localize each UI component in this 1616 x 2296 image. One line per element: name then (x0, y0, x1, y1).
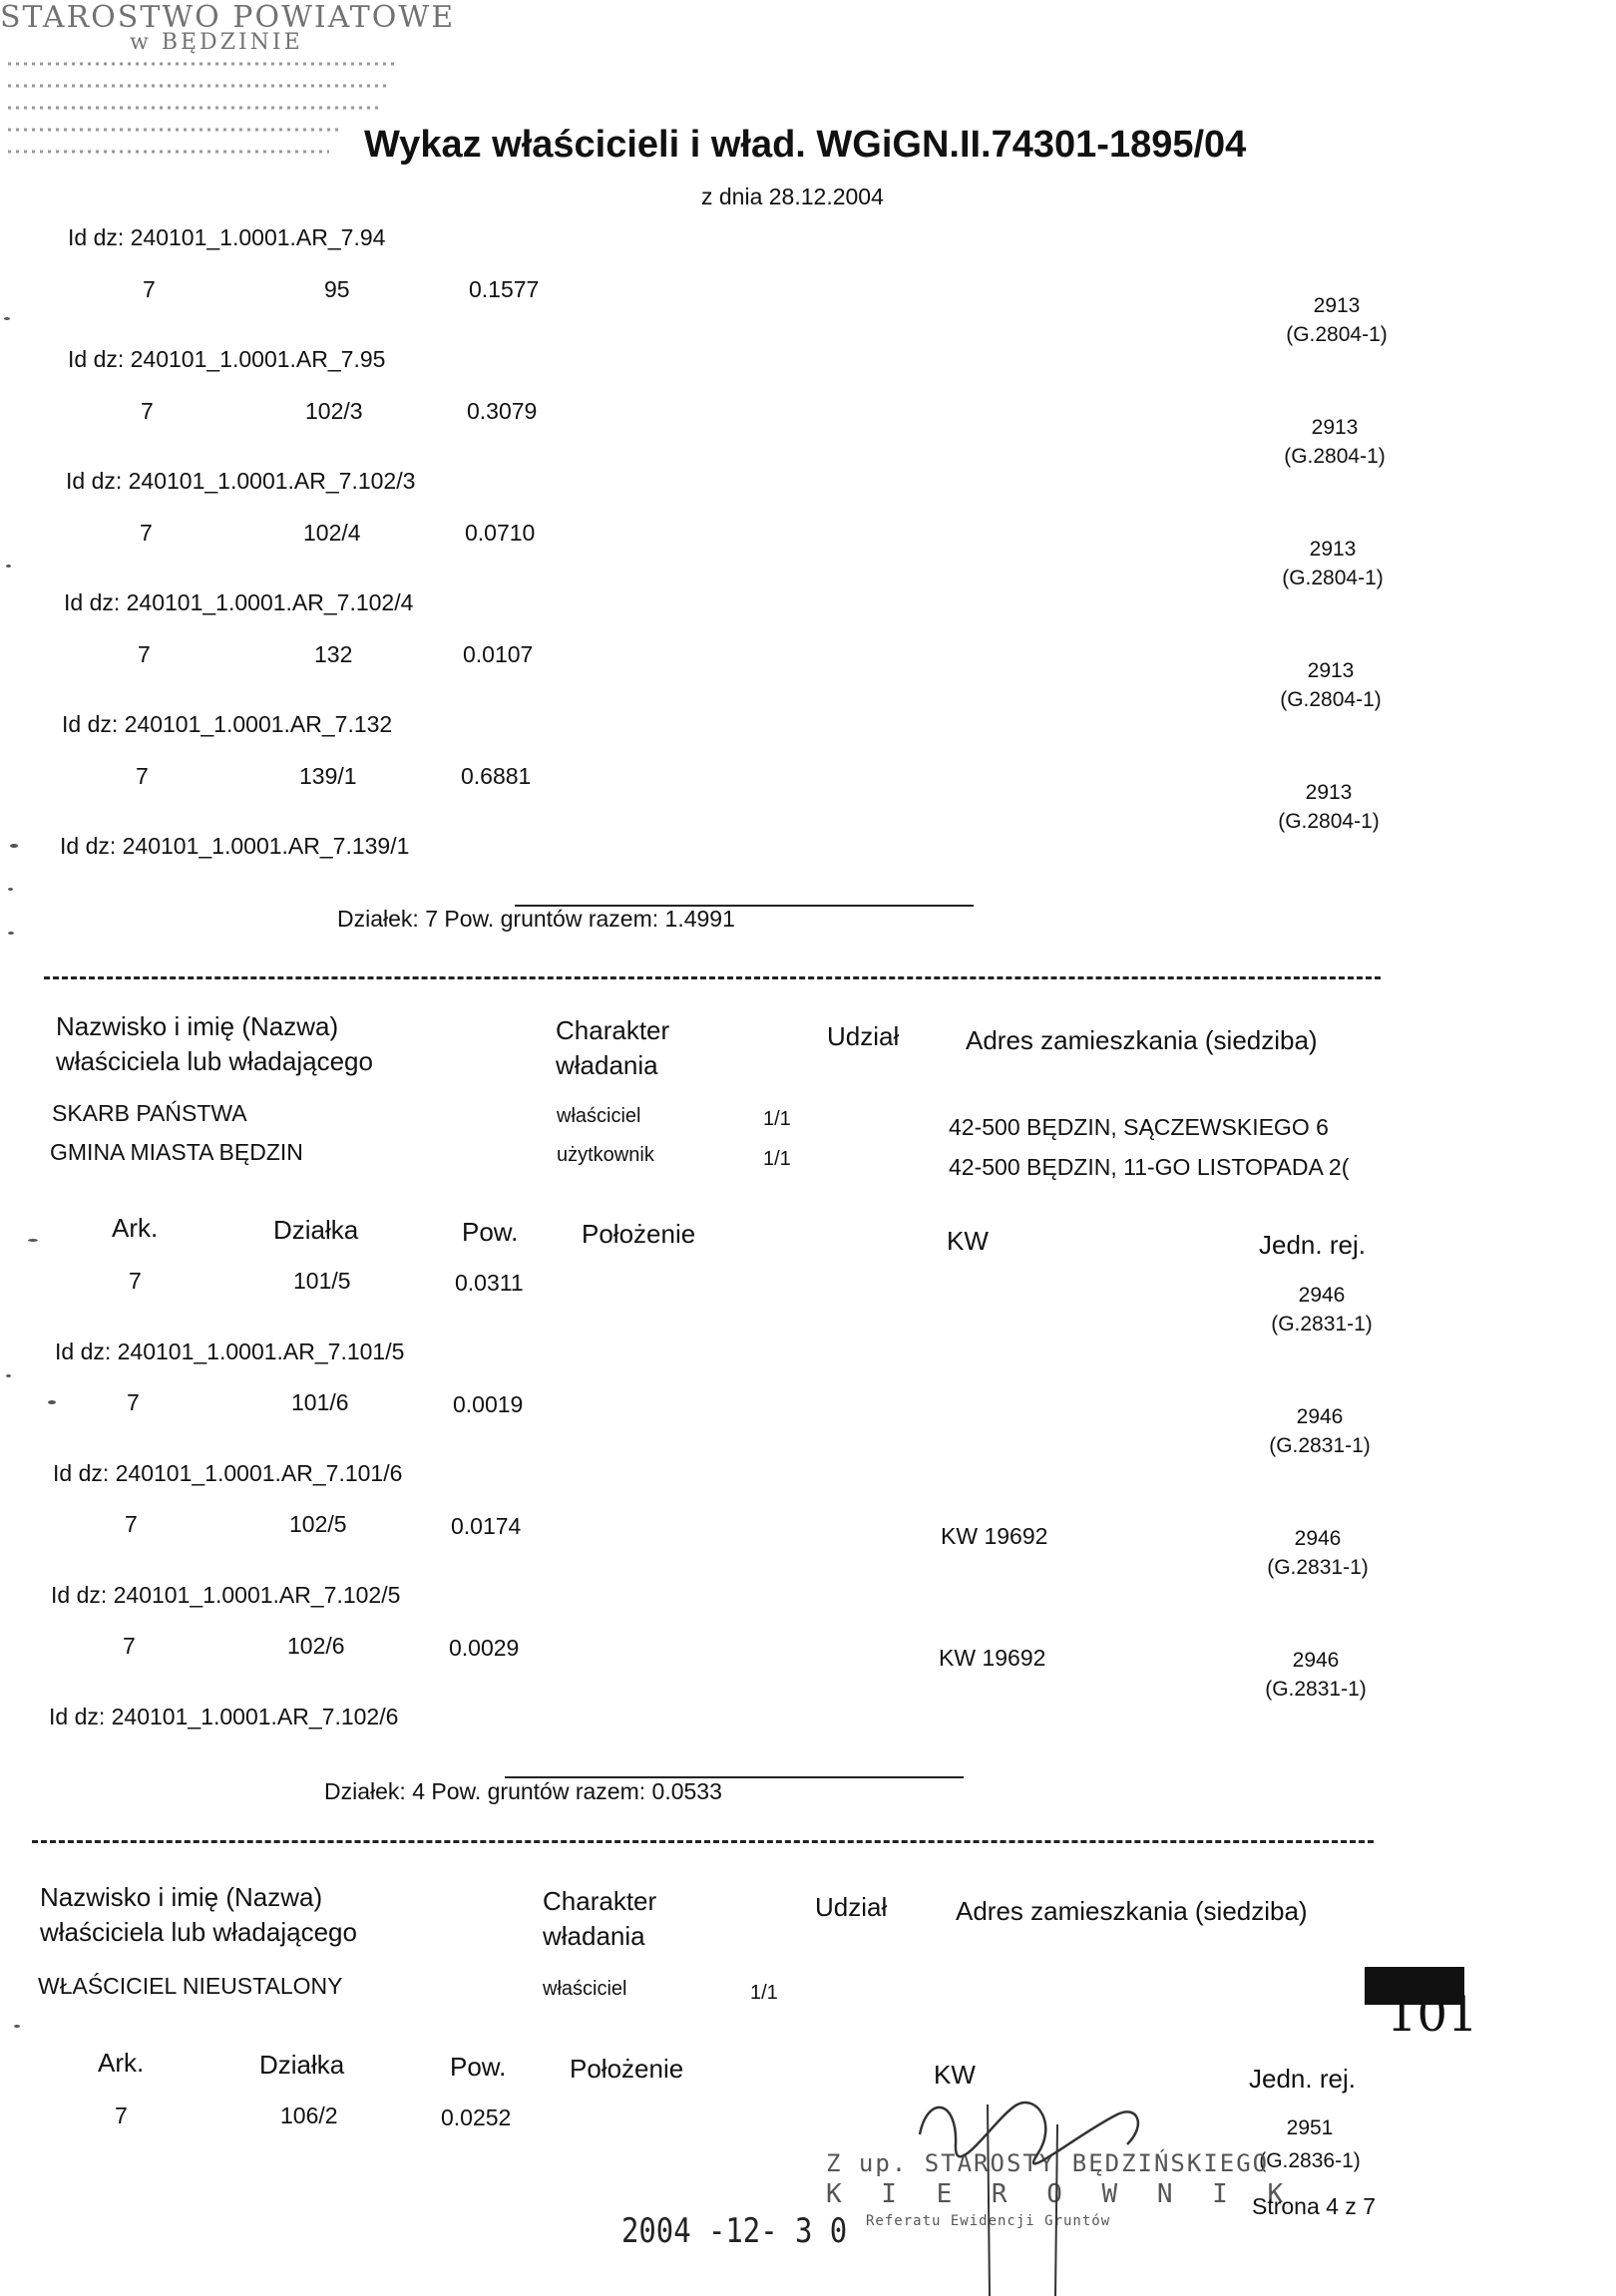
col-jedn-header: Jedn. rej. (1249, 2064, 1356, 2094)
col-jedn-header: Jedn. rej. (1259, 1230, 1366, 1260)
parcel-ark: 7 (115, 2103, 128, 2128)
col-kw-header: KW (947, 1226, 989, 1256)
scan-noise (8, 932, 14, 935)
office-stamp-line2: w BĘDZINIE (130, 30, 303, 55)
parcel-jedn-number: 2946 (1298, 1284, 1346, 1307)
page-footer: Strona 4 z 7 (1252, 2193, 1377, 2219)
parcel-jedn-number: 2946 (1292, 1649, 1340, 1672)
parcel-pow: 0.0107 (463, 641, 534, 667)
parcel-last-id: Id dz: 240101_1.0001.AR_7.139/1 (60, 833, 410, 859)
parcel-pow: 0.0019 (453, 1391, 524, 1417)
parcel-kw: KW 19692 (939, 1645, 1046, 1671)
parcel-kw: KW 19692 (941, 1523, 1048, 1549)
parcel-dzialka: 102/3 (305, 398, 363, 424)
page-title: Wykaz właścicieli i wład. WGiGN.II.74301-1895/04 (364, 124, 1247, 166)
scan-noise (14, 2025, 20, 2028)
col-ark-header: Ark. (98, 2048, 145, 2078)
scan-noise (8, 888, 13, 891)
parcel-dzialka: 101/6 (291, 1389, 349, 1415)
parcel-pow: 0.0710 (465, 520, 536, 546)
parcel-jedn (1235, 1402, 1405, 1460)
parcel-pow: 0.0174 (451, 1513, 522, 1539)
parcel-ark: 7 (136, 763, 149, 789)
parcel-ark: 7 (138, 641, 151, 667)
kierownik-stamp-line2: K I E R O W N I K (826, 2179, 1296, 2209)
parcel-prev-id: Id dz: 240101_1.0001.AR_7.132 (62, 711, 393, 737)
scan-noise (6, 1374, 11, 1377)
parcel-ark: 7 (127, 1389, 140, 1415)
owner-name: SKARB PAŃSTWA (52, 1100, 247, 1126)
parcel-pow: 0.0029 (449, 1635, 520, 1661)
owner-charakter: użytkownik (557, 1144, 654, 1166)
parcel-jedn (1252, 291, 1421, 349)
parcel-dzialka: 106/2 (280, 2103, 338, 2128)
parcel-jedn-number: 2913 (1311, 416, 1359, 439)
parcel-pow: 0.0252 (441, 2105, 512, 2130)
section-separator (44, 976, 1381, 979)
owner-udzial: 1/1 (763, 1148, 791, 1170)
section-summary: Działek: 7 Pow. gruntów razem: 1.4991 (337, 906, 735, 932)
parcel-jedn-group: (G.2804-1) (1284, 445, 1386, 468)
owner-charakter-header (543, 1884, 656, 1954)
owner-name-header-line1: Nazwisko i imię (Nazwa) (56, 1011, 339, 1041)
parcel-dzialka: 102/4 (303, 520, 361, 546)
parcel-jedn-number: 2946 (1294, 1527, 1342, 1550)
parcel-jedn-group: (G.2831-1) (1271, 1313, 1373, 1336)
parcel-id: Id dz: 240101_1.0001.AR_7.102/6 (49, 1704, 399, 1729)
section-summary: Działek: 4 Pow. gruntów razem: 0.0533 (324, 1778, 722, 1804)
parcel-id: Id dz: 240101_1.0001.AR_7.102/5 (51, 1582, 401, 1608)
col-pow-header: Pow. (450, 2052, 507, 2082)
kierownik-stamp-line3: Referatu Ewidencji Gruntów (866, 2213, 1111, 2229)
owner-address-header: Adres zamieszkania (siedziba) (956, 1896, 1308, 1926)
col-ark-header: Ark. (112, 1213, 159, 1243)
owner-charakter-header-line2: władania (543, 1921, 645, 1951)
owner-charakter-header-line1: Charakter (543, 1886, 657, 1916)
page-stamp-number: 101 (1387, 1987, 1478, 2043)
col-dzialka-header: Działka (273, 1215, 359, 1245)
col-pow-header: Pow. (462, 1217, 519, 1247)
parcel-jedn-number: 2913 (1313, 294, 1361, 317)
scan-noise (4, 317, 10, 320)
parcel-pow: 0.6881 (461, 763, 532, 789)
parcel-jedn-group: (G.2831-1) (1265, 1678, 1367, 1701)
parcel-prev-id: Id dz: 240101_1.0001.AR_7.94 (68, 224, 386, 250)
parcel-pow: 0.3079 (467, 398, 538, 424)
owner-name-header (40, 1880, 357, 1950)
col-polozenie-header: Położenie (570, 2054, 684, 2084)
col-kw-header: KW (934, 2060, 976, 2090)
col-dzialka-header: Działka (259, 2050, 345, 2080)
owner-charakter-header (556, 1013, 669, 1083)
parcel-jedn-number: 2913 (1305, 781, 1353, 804)
parcel-jedn (1231, 1646, 1401, 1704)
parcel-id: Id dz: 240101_1.0001.AR_7.101/5 (55, 1339, 405, 1364)
parcel-jedn-group: (G.2804-1) (1278, 810, 1380, 833)
page-date: z dnia 28.12.2004 (701, 184, 884, 209)
owner-name-header-line2: właściciela lub władającego (40, 1917, 357, 1947)
parcel-jedn (1250, 413, 1419, 471)
scan-noise (6, 565, 11, 568)
parcel-dzialka: 101/5 (293, 1268, 351, 1294)
owner-address-header: Adres zamieszkania (siedziba) (966, 1025, 1318, 1055)
owner-charakter: właściciel (543, 1978, 627, 2000)
parcel-dzialka: 102/5 (289, 1511, 347, 1537)
handwritten-signature (898, 2075, 1157, 2296)
parcel-ark: 7 (125, 1511, 138, 1537)
parcel-jedn-group: (G.2804-1) (1280, 688, 1382, 711)
parcel-dzialka: 139/1 (299, 763, 357, 789)
owner-udzial: 1/1 (750, 1982, 778, 2004)
owner-udzial: 1/1 (763, 1108, 791, 1130)
parcel-dzialka: 95 (324, 276, 350, 302)
parcel-jedn-group: (G.2804-1) (1286, 323, 1388, 346)
parcel-pow: 0.1577 (469, 276, 540, 302)
parcel-jedn (1237, 1281, 1407, 1339)
parcel-jedn (1248, 535, 1417, 592)
scan-noise (28, 1239, 38, 1242)
parcel-dzialka: 132 (314, 641, 353, 667)
parcel-prev-id: Id dz: 240101_1.0001.AR_7.102/3 (66, 468, 416, 494)
col-polozenie-header: Położenie (582, 1219, 696, 1249)
parcel-jedn-group: (G.2831-1) (1267, 1556, 1369, 1579)
owner-charakter: właściciel (557, 1105, 641, 1127)
owner-name-header-line2: właściciela lub władającego (56, 1046, 373, 1076)
owner-name: GMINA MIASTA BĘDZIN (50, 1139, 303, 1165)
office-stamp-line1: STAROSTWO POWIATOWE (0, 0, 456, 35)
parcel-id: Id dz: 240101_1.0001.AR_7.101/6 (53, 1460, 403, 1486)
parcel-ark: 7 (129, 1268, 142, 1294)
parcel-pow: 0.0311 (455, 1270, 524, 1296)
parcel-jedn-number: 2913 (1309, 538, 1357, 561)
owner-share-header: Udział (815, 1892, 888, 1922)
date-stamp: 2004 -12- 3 0 (621, 2211, 848, 2251)
parcel-jedn-number: 2913 (1307, 659, 1355, 682)
parcel-prev-id: Id dz: 240101_1.0001.AR_7.95 (68, 346, 386, 372)
scan-noise (48, 1400, 56, 1404)
parcel-jedn (1246, 656, 1415, 714)
owner-charakter-header-line2: władania (556, 1050, 658, 1080)
owner-share-header: Udział (827, 1021, 900, 1051)
parcel-dzialka: 102/6 (287, 1633, 345, 1659)
parcel-jedn-number: 2951 (1286, 2116, 1334, 2139)
parcel-jedn-group: (G.2804-1) (1282, 567, 1384, 589)
owner-address: 42-500 BĘDZIN, 11-GO LISTOPADA 2( (949, 1154, 1350, 1180)
section-separator (32, 1840, 1374, 1843)
parcel-prev-id: Id dz: 240101_1.0001.AR_7.102/4 (64, 589, 414, 615)
parcel-jedn (1233, 1524, 1403, 1582)
owner-name-header-line1: Nazwisko i imię (Nazwa) (40, 1882, 323, 1912)
parcel-jedn-group: (G.2831-1) (1269, 1434, 1371, 1457)
scan-noise (10, 844, 18, 848)
owner-name-header (56, 1009, 373, 1079)
parcel-ark: 7 (140, 520, 153, 546)
parcel-jedn-group: (G.2836-1) (1259, 2149, 1361, 2172)
owner-address: 42-500 BĘDZIN, SĄCZEWSKIEGO 6 (949, 1114, 1329, 1140)
parcel-jedn-number: 2946 (1296, 1405, 1344, 1428)
parcel-ark: 7 (143, 276, 156, 302)
kierownik-stamp-line1: Z up. STAROSTY BĘDZIŃSKIEGO (826, 2149, 1270, 2177)
parcel-ark: 7 (141, 398, 154, 424)
parcel-jedn (1244, 778, 1414, 836)
parcel-ark: 7 (123, 1633, 136, 1659)
owner-name: WŁAŚCICIEL NIEUSTALONY (38, 1973, 343, 1999)
owner-charakter-header-line1: Charakter (556, 1015, 670, 1045)
